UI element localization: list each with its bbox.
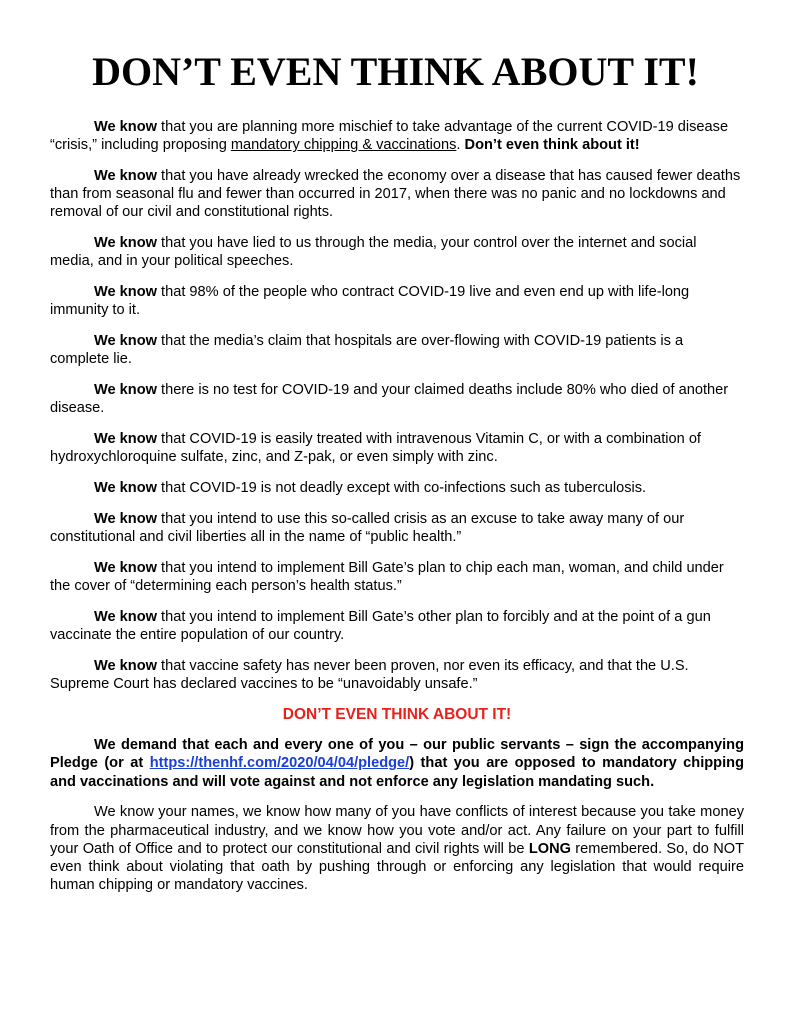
paragraph-text: that 98% of the people who contract COVID-19 live and even end up with life-long immunity to it. — [50, 284, 690, 319]
lead-we-know: We know — [94, 609, 157, 625]
paragraph-text: that you intend to implement Bill Gate’s plan to chip each man, woman, and child under the cover of “determining each person’s health status.” — [50, 560, 724, 595]
paragraph-text: that vaccine safety has never been proven, nor even its efficacy, and that the U.S. Supreme Court has declared vaccines to be “unavoidably unsafe.” — [50, 658, 689, 693]
lead-we-know: We know — [94, 168, 157, 184]
paragraph-text: that you intend to use this so-called crisis as an excuse to take away many of our constitutional and civil liberties all in the name of “public health.” — [50, 511, 685, 546]
paragraph-4 — [50, 283, 744, 319]
paragraph-text: there is no test for COVID-19 and your claimed deaths include 80% who died of another disease. — [50, 382, 729, 417]
paragraph-text: . — [456, 137, 465, 154]
pledge-link[interactable]: https://thenhf.com/2020/04/04/pledge/ — [149, 755, 410, 772]
closing-paragraph — [50, 803, 744, 894]
demand-text: ) that you are opposed to mandatory chipping and vaccinations and will vote against and not enforce any legislation mandating such. — [50, 755, 744, 790]
lead-we-know: We know — [94, 560, 157, 576]
paragraph-text: that COVID-19 is easily treated with intravenous Vitamin C, or with a combination of hydroxychloroquine sulfate, zinc, and Z-pak, or even simply with zinc. — [50, 431, 701, 466]
paragraph-9 — [50, 510, 744, 546]
paragraph-5 — [50, 332, 744, 368]
paragraph-text: that you intend to implement Bill Gate’s other plan to forcibly and at the point of a gun vaccinate the entire population of our country. — [50, 609, 711, 644]
lead-we-know: We know — [94, 382, 157, 399]
paragraph-text: that you are planning more mischief to take advantage of the current COVID-19 disease “crisis,” including proposing — [50, 119, 729, 154]
bold-long: LONG — [528, 840, 571, 857]
lead-we-know: We know — [94, 480, 157, 497]
demand-text: We demand that each and every one of you – our public servants – sign the accompanying Pledge (or at — [50, 737, 744, 772]
closing-text: We know your names, we know how many of you have conflicts of interest because you take money from the pharmaceutical industry, and we know how you vote and/or act. Any failure on your part to fulfill your Oath of Office and to protect our constitutional and civil rights will be — [50, 804, 744, 857]
paragraph-12 — [50, 657, 744, 693]
paragraph-2 — [50, 167, 744, 222]
lead-we-know: We know — [94, 119, 157, 135]
document-title: DON’T EVEN THINK ABOUT IT! — [92, 49, 699, 94]
lead-we-know: We know — [94, 235, 157, 252]
lead-we-know: We know — [94, 284, 157, 301]
paragraph-text: that COVID-19 is not deadly except with co-infections such as tuberculosis. — [156, 480, 647, 497]
paragraph-text: that you have already wrecked the economy over a disease that has caused fewer deaths than from seasonal flu and fewer than occurred in 2017, when there was no panic and no lockdowns and removal of our civil and constitutional rights. — [50, 168, 741, 221]
document-body — [50, 118, 744, 907]
lead-we-know: We know — [94, 511, 157, 527]
paragraph-6 — [50, 381, 744, 417]
paragraph-text: that the media’s claim that hospitals are over-flowing with COVID-19 patients is a complete lie. — [50, 333, 684, 368]
underlined-phrase: mandatory chipping & vaccinations — [230, 137, 457, 154]
paragraph-text: that you have lied to us through the media, your control over the internet and social media, and in your political speeches. — [50, 235, 697, 270]
paragraph-10 — [50, 559, 744, 595]
paragraph-8 — [50, 479, 744, 497]
lead-we-know: We know — [94, 333, 157, 350]
lead-we-know: We know — [94, 431, 157, 448]
paragraph-1 — [50, 118, 744, 154]
closing-text: remembered. So, do NOT even think about violating that oath by pushing through or enforcing any legislation that would require human chipping or mandatory vaccines. — [50, 840, 744, 894]
paragraph-3 — [50, 234, 744, 270]
bold-exclamation: Don’t even think about it! — [464, 137, 640, 154]
lead-we-know: We know — [94, 658, 157, 674]
paragraph-11 — [50, 608, 744, 644]
subheading: DON’T EVEN THINK ABOUT IT! — [282, 706, 512, 723]
demand-paragraph — [50, 736, 744, 791]
paragraph-7 — [50, 430, 744, 466]
